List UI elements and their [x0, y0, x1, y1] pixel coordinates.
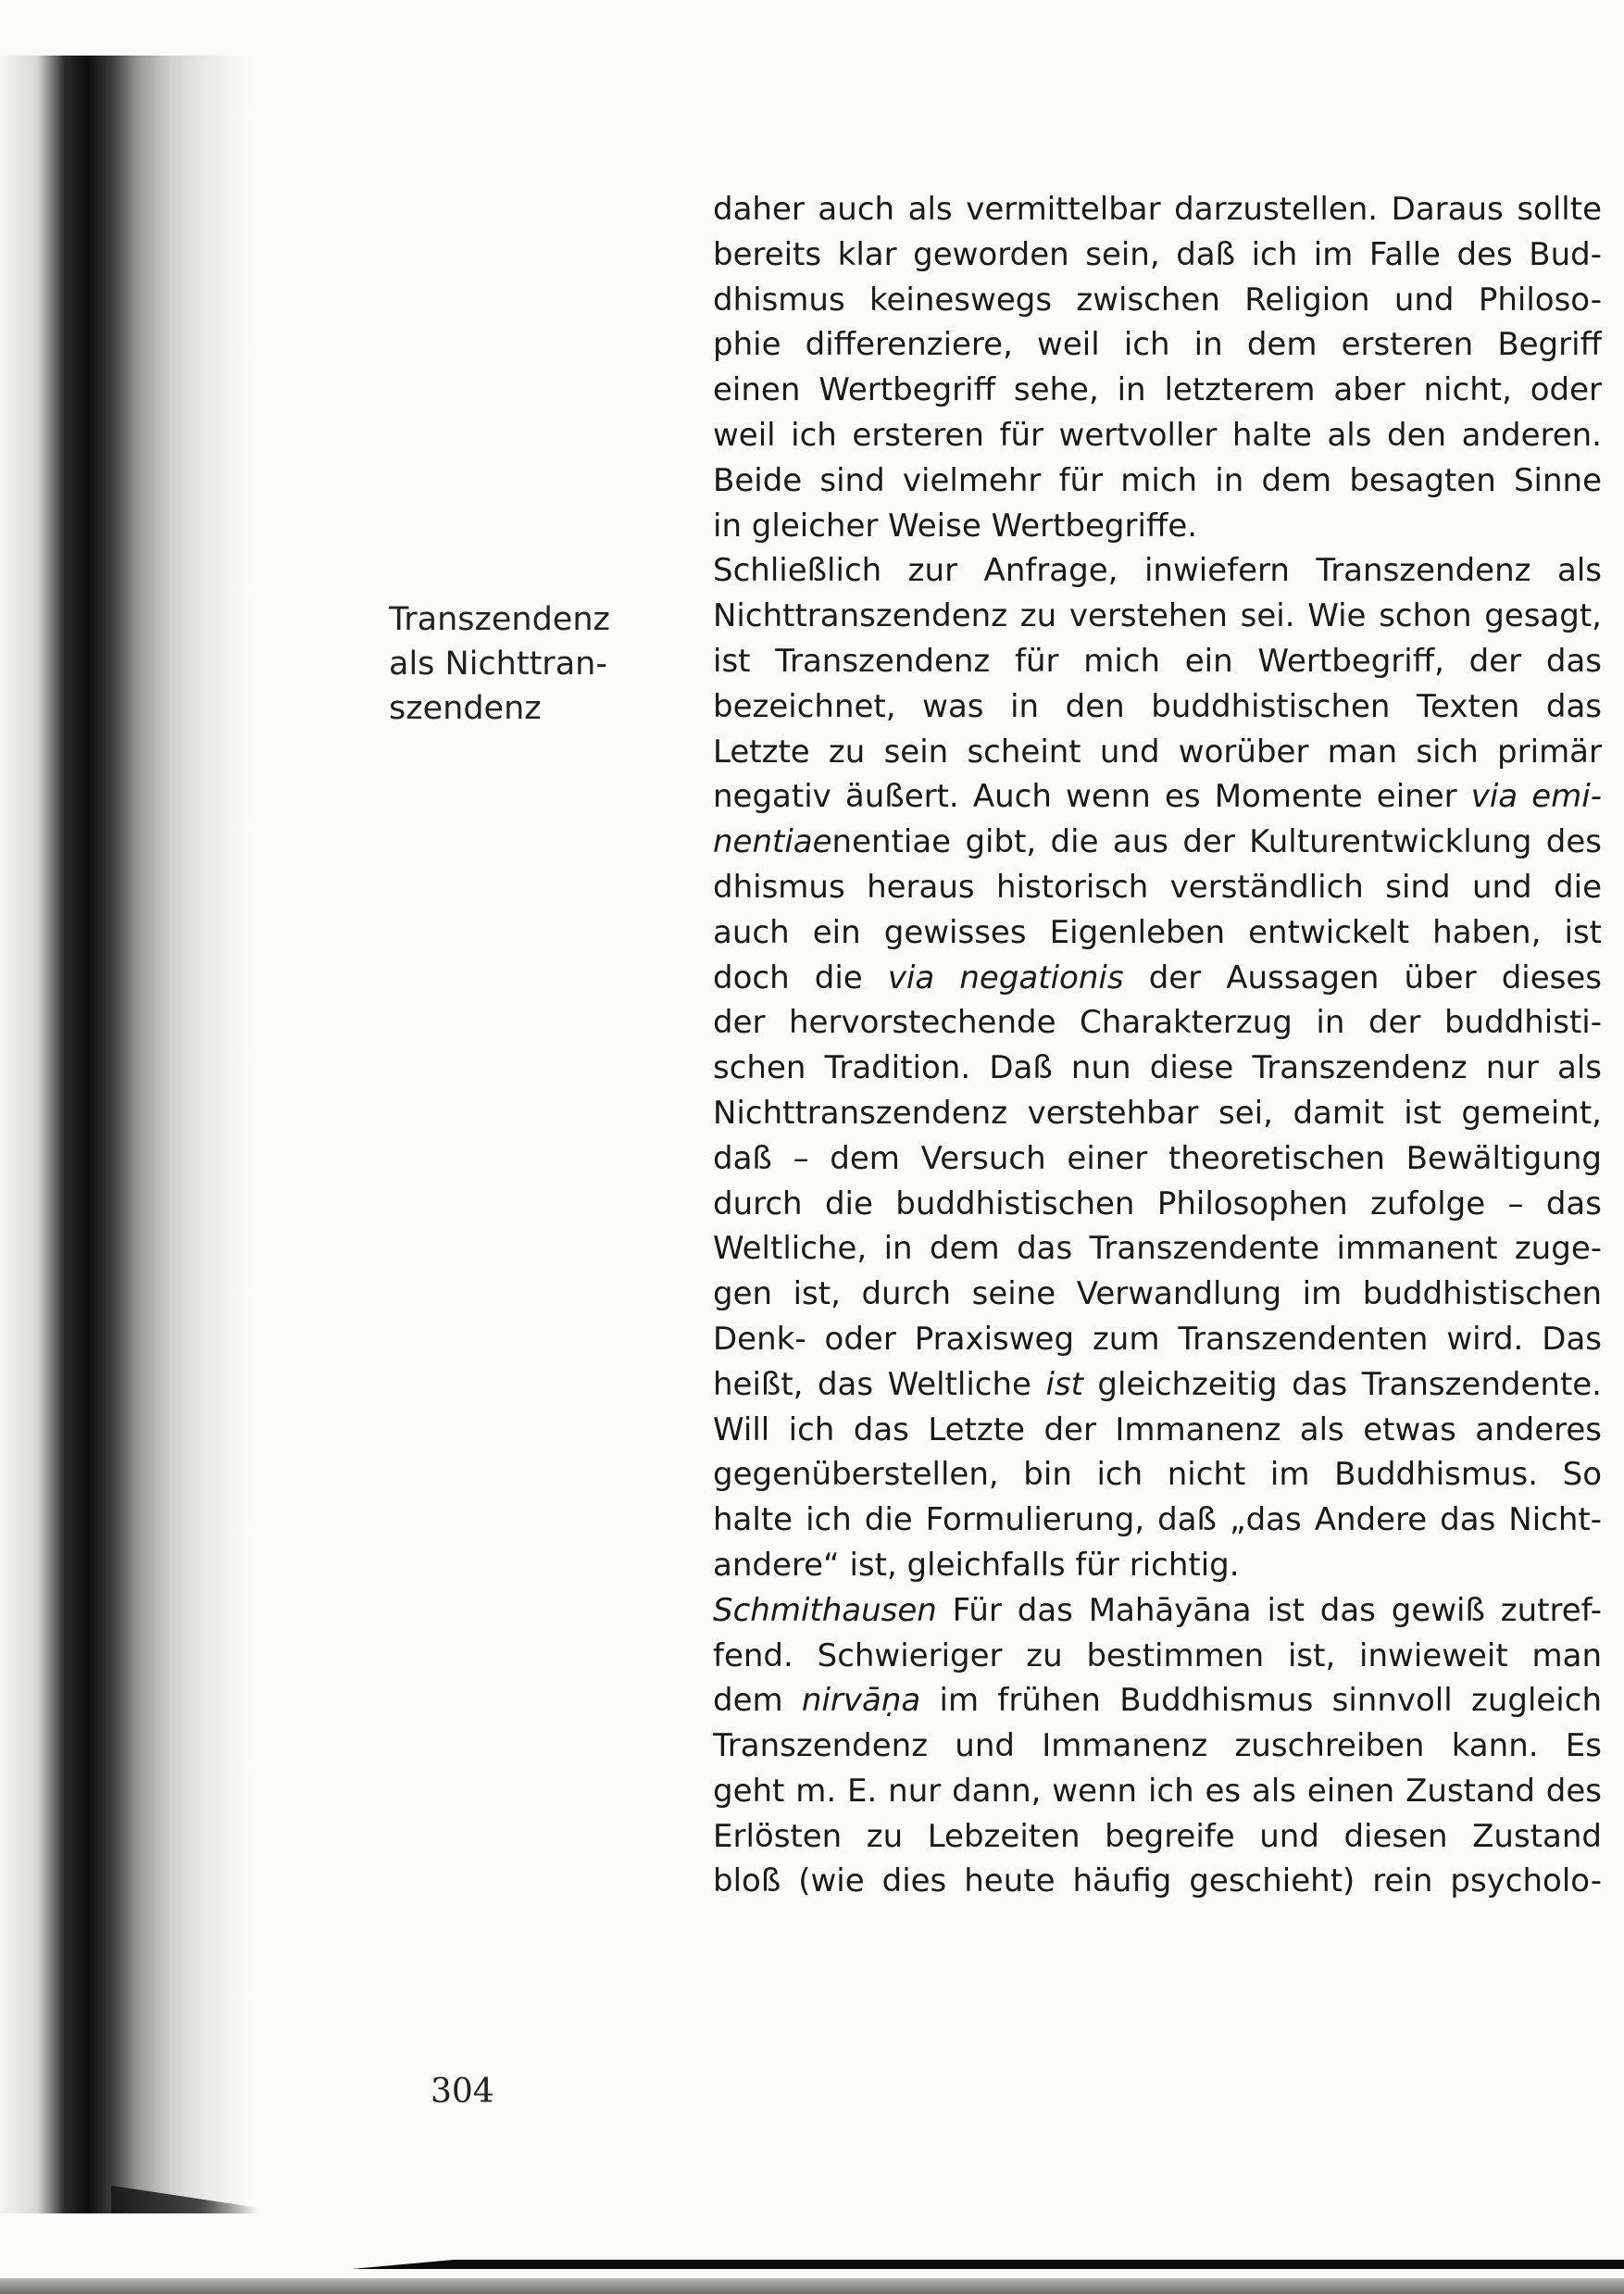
italic-term: via negationis — [887, 959, 1124, 997]
text-line: Beide sind vielmehr für mich in dem besagten Sinne — [713, 461, 1602, 499]
text-line: der hervorstechende Charakterzug in der buddhisti- — [713, 1004, 1602, 1042]
text-line: weil ich ersteren für wertvoller halte als den anderen. — [713, 416, 1602, 454]
italic-term: nentiae — [713, 823, 832, 861]
text-line: in gleicher Weise Wertbegriffe. — [713, 507, 1198, 545]
text-line: dhismus heraus historisch verständlich sind und die — [713, 868, 1602, 906]
margin-note — [389, 597, 667, 731]
text-line: daß – dem Versuch einer theoretischen Bewältigung — [713, 1139, 1602, 1177]
text-line: schen Tradition. Daß nun diese Transzendenz nur als — [713, 1049, 1602, 1087]
text-line: einen Wertbegriff sehe, in letzterem aber nicht, oder — [713, 371, 1602, 409]
text-line: ist Transzendenz für mich ein Wertbegriff, der das — [713, 642, 1602, 680]
text-line: negativ äußert. Auch wenn es Momente einer via emi- — [713, 778, 1602, 816]
text-line: bezeichnet, was in den buddhistischen Texten das — [713, 687, 1602, 725]
text-line: heißt, das Weltliche ist gleichzeitig das Transzendente. — [713, 1365, 1602, 1403]
text-line: Will ich das Letzte der Immanenz als etwas anderes — [713, 1410, 1602, 1448]
speaker-name: Schmithausen — [713, 1591, 937, 1629]
text-line: Erlösten zu Lebzeiten begreife und diesen Zustand — [713, 1817, 1602, 1855]
text-line: gen ist, durch seine Verwandlung im buddhistischen — [713, 1275, 1602, 1313]
text-line: Transzendenz und Immanenz zuschreiben kann. Es — [713, 1727, 1602, 1765]
italic-term: via emi- — [1470, 778, 1602, 816]
body-text — [713, 187, 1602, 1904]
margin-note-line: szendenz — [389, 690, 542, 727]
text-line: Nichttranszendenz verstehbar sei, damit ist gemeint, — [713, 1094, 1602, 1132]
scan-bottom-strip — [0, 2278, 1624, 2294]
text-line: Letzte zu sein scheint und worüber man sich primär — [713, 733, 1602, 771]
text-line: daher auch als vermittelbar darzustellen. Daraus sollte — [713, 191, 1602, 228]
margin-note-line: Transzendenz — [389, 601, 610, 638]
text-line: phie differenziere, weil ich in dem ersteren Begriff — [713, 326, 1602, 364]
page-number: 304 — [431, 2073, 494, 2111]
page-bottom-edge — [352, 2260, 1624, 2269]
text-line: dem nirvāṇa im frühen Buddhismus sinnvoll zugleich — [713, 1682, 1602, 1720]
text-line: fend. Schwieriger zu bestimmen ist, inwieweit man — [713, 1636, 1602, 1674]
text-line: nentiaenentiae gibt, die aus der Kulturentwicklung des — [713, 823, 1602, 861]
text-line: bereits klar geworden sein, daß ich im Falle des Bud- — [713, 235, 1602, 273]
text-line: auch ein gewisses Eigenleben entwickelt haben, ist — [713, 913, 1602, 951]
text-line: dhismus keineswegs zwischen Religion und Philoso- — [713, 281, 1602, 319]
text-line: bloß (wie dies heute häufig geschieht) rein psycholo- — [713, 1862, 1602, 1900]
margin-note-line: als Nichttran- — [389, 646, 607, 683]
text-line: doch die via negationis der Aussagen über dieses — [713, 959, 1602, 997]
italic-term: ist — [1045, 1365, 1083, 1403]
text-line: andere“ ist, gleichfalls für richtig. — [713, 1546, 1240, 1584]
text-line: Nichttranszendenz zu verstehen sei. Wie schon gesagt, — [713, 597, 1602, 635]
text-line: Denk- oder Praxisweg zum Transzendenten wird. Das — [713, 1320, 1602, 1358]
text-line: Weltliche, in dem das Transzendente immanent zuge- — [713, 1230, 1602, 1268]
text-line: Schließlich zur Anfrage, inwiefern Transzendenz als — [713, 552, 1602, 590]
text-line: durch die buddhistischen Philosophen zufolge – das — [713, 1185, 1602, 1222]
text-line: gegenüberstellen, bin ich nicht im Buddhismus. So — [713, 1456, 1602, 1494]
text-line: halte ich die Formulierung, daß „das Andere das Nicht- — [713, 1501, 1602, 1539]
text-line: geht m. E. nur dann, wenn ich es als einen Zustand des — [713, 1772, 1602, 1810]
scan-gutter-shadow — [0, 56, 250, 2213]
text-line: Schmithausen Für das Mahāyāna ist das gewiß zutref- — [713, 1591, 1602, 1629]
italic-term: nirvāṇa — [801, 1682, 921, 1720]
